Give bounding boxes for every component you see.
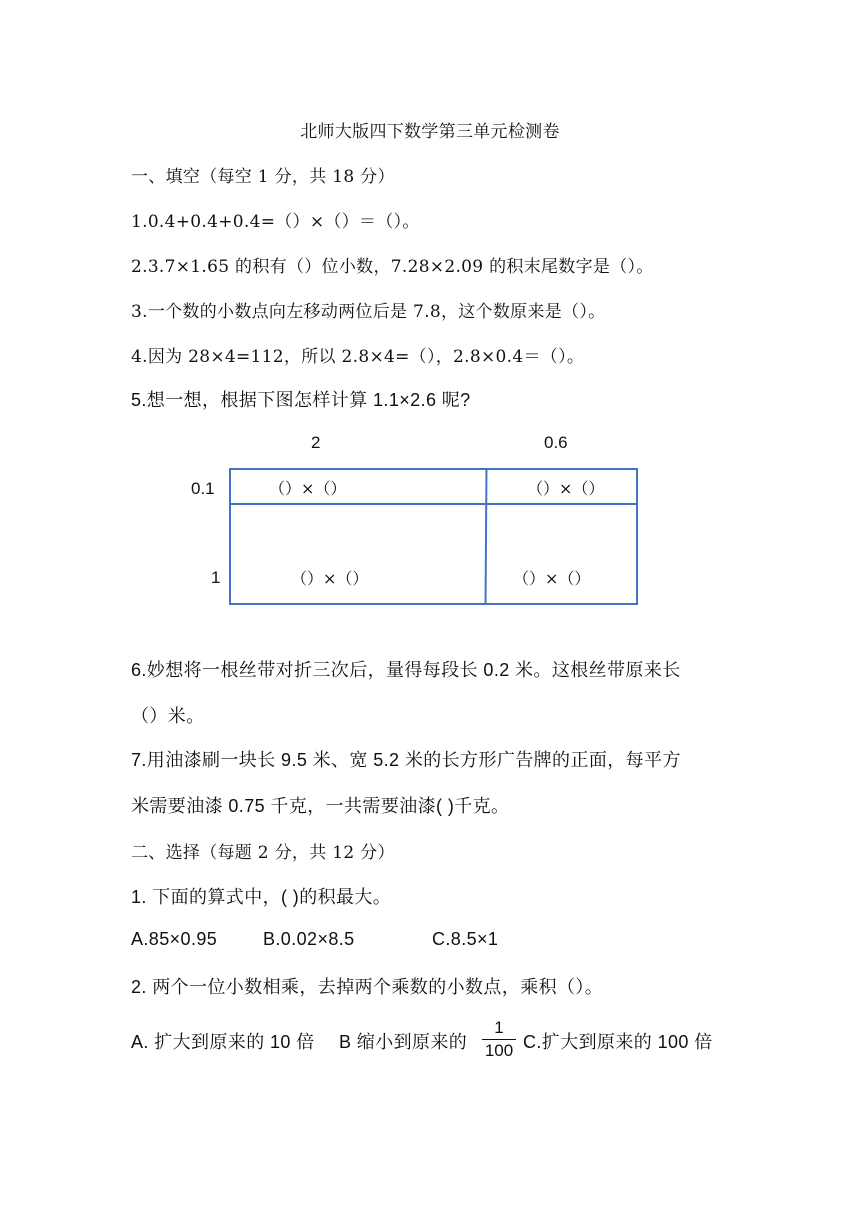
question-2-2-option-c: C.扩大到原来的 100 倍 <box>523 1032 713 1052</box>
question-1-3: 3.一个数的小数点向左移动两位后是 7.8，这个数原来是（）。 <box>131 302 606 322</box>
page-title: 北师大版四下数学第三单元检测卷 <box>300 122 560 142</box>
question-2-1: 1. 下面的算式中，( )的积最大。 <box>131 887 392 907</box>
fraction-numerator: 1 <box>494 1018 504 1037</box>
grid-horizontal-divider <box>231 503 636 505</box>
section1-heading: 一、填空（每空 1 分，共 18 分） <box>131 167 395 187</box>
section2-heading: 二、选择（每题 2 分，共 12 分） <box>131 843 395 863</box>
cell-bottom-left: （）×（） <box>291 569 369 588</box>
question-2-2-option-b: B 缩小到原来的 <box>339 1032 468 1052</box>
col-label-2: 2 <box>311 433 321 452</box>
question-1-2: 2.3.7×1.65 的积有（）位小数，7.28×2.09 的积末尾数字是（）。 <box>131 257 654 277</box>
question-2-1-option-a: A.85×0.95 <box>131 929 218 949</box>
question-1-7-line1: 7.用油漆刷一块长 9.5 米、宽 5.2 米的长方形广告牌的正面，每平方 <box>131 750 681 770</box>
area-model-diagram <box>180 428 660 618</box>
fraction-bar <box>482 1039 516 1040</box>
question-2-2: 2. 两个一位小数相乘，去掉两个乘数的小数点，乘积（）。 <box>131 977 604 997</box>
cell-bottom-right: （）×（） <box>513 569 591 588</box>
question-2-1-option-b: B.0.02×8.5 <box>263 929 355 949</box>
question-1-6-line2: （）米。 <box>131 706 205 726</box>
grid-vertical-divider <box>485 470 488 605</box>
fraction-denominator: 100 <box>484 1041 514 1060</box>
row-label-1: 1 <box>211 568 221 587</box>
question-1-1: 1.0.4+0.4+0.4=（）×（）＝（）。 <box>131 212 420 232</box>
cell-top-left: （）×（） <box>269 479 347 498</box>
area-grid <box>229 468 638 605</box>
fraction-one-hundredth <box>482 1018 516 1061</box>
question-1-7-line2: 米需要油漆 0.75 千克，一共需要油漆( )千克。 <box>131 796 510 816</box>
cell-top-right: （）×（） <box>527 479 605 498</box>
col-label-0.6: 0.6 <box>544 433 568 452</box>
row-label-0.1: 0.1 <box>191 479 215 498</box>
question-1-5: 5.想一想，根据下图怎样计算 1.1×2.6 呢? <box>131 390 471 410</box>
question-2-1-option-c: C.8.5×1 <box>432 929 499 949</box>
question-2-2-option-a: A. 扩大到原来的 10 倍 <box>131 1032 315 1052</box>
question-1-6-line1: 6.妙想将一根丝带对折三次后，量得每段长 0.2 米。这根丝带原来长 <box>131 660 681 680</box>
question-1-4: 4.因为 28×4=112，所以 2.8×4=（），2.8×0.4＝（）。 <box>131 347 585 367</box>
